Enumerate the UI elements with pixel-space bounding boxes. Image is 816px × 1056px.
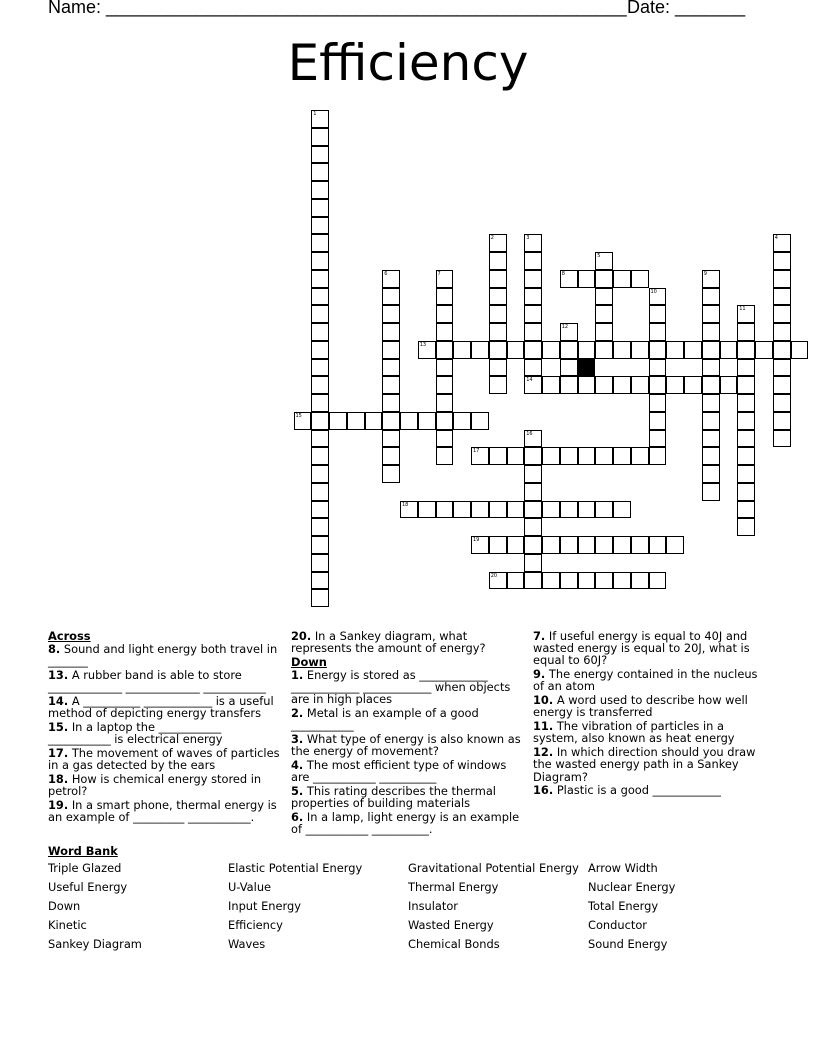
crossword-cell[interactable] — [666, 376, 684, 394]
crossword-cell[interactable] — [578, 341, 596, 359]
crossword-cell[interactable] — [436, 430, 454, 448]
crossword-cell[interactable] — [311, 465, 329, 483]
crossword-cell[interactable] — [613, 447, 631, 465]
crossword-cell[interactable] — [773, 252, 791, 270]
crossword-cell[interactable] — [418, 501, 436, 519]
clue-down-7: 7. If useful energy is equal to 40J and wasted energy is equal to 20J, what is equal to 60J? — [533, 629, 750, 668]
crossword-cell[interactable] — [436, 447, 454, 465]
black-cell — [578, 359, 596, 377]
crossword-cell[interactable] — [382, 465, 400, 483]
clue-down-11: 11. The vibration of particles in a system, also known as heat energy — [533, 719, 735, 746]
crossword-cell[interactable] — [489, 252, 507, 270]
crossword-cell[interactable] — [382, 359, 400, 377]
crossword-cell[interactable] — [702, 323, 720, 341]
crossword-cell[interactable] — [471, 536, 489, 554]
crossword-cell[interactable] — [489, 572, 507, 590]
crossword-cell[interactable] — [649, 376, 667, 394]
crossword-cell[interactable] — [595, 323, 613, 341]
crossword-cell[interactable] — [436, 394, 454, 412]
crossword-cell[interactable] — [524, 341, 542, 359]
crossword-cell[interactable] — [489, 501, 507, 519]
word-bank-item: U-Value — [228, 880, 272, 894]
crossword-cell[interactable] — [418, 412, 436, 430]
crossword-cell[interactable] — [666, 536, 684, 554]
crossword-cell[interactable] — [649, 288, 667, 306]
clue-down-1: 1. Energy is stored as ____________ ____________ ____________ when objects are in high places — [291, 667, 511, 706]
clue-number: 16 — [526, 430, 533, 437]
crossword-cell[interactable] — [489, 323, 507, 341]
crossword-cell[interactable] — [524, 234, 542, 252]
date-label: Date: _______ — [627, 0, 746, 17]
crossword-cell[interactable] — [595, 341, 613, 359]
crossword-cell[interactable] — [560, 359, 578, 377]
clue-down-10: 10. A word used to describe how well energy is transferred — [533, 693, 748, 720]
crossword-cell[interactable] — [311, 483, 329, 501]
crossword-cell[interactable] — [560, 501, 578, 519]
clue-down-6: 6. In a lamp, light energy is an example of ___________ __________. — [291, 809, 520, 836]
crossword-cell[interactable] — [489, 536, 507, 554]
crossword-cell[interactable] — [436, 501, 454, 519]
crossword-cell[interactable] — [542, 572, 560, 590]
crossword-cell[interactable] — [382, 341, 400, 359]
crossword-cell[interactable] — [773, 288, 791, 306]
clue-number: 13 — [419, 341, 427, 348]
clue-number: 3 — [526, 235, 530, 242]
crossword-cell[interactable] — [311, 217, 329, 235]
crossword-cell[interactable] — [436, 323, 454, 341]
crossword-cell[interactable] — [542, 501, 560, 519]
crossword-cell[interactable] — [524, 483, 542, 501]
crossword-cell[interactable] — [613, 341, 631, 359]
crossword-cell[interactable] — [453, 341, 471, 359]
clue-number: 5 — [597, 253, 601, 259]
clue-across-18: 18. How is chemical energy stored in petrol? — [48, 771, 262, 798]
crossword-cell[interactable] — [702, 270, 720, 288]
clue-across-20: 20. In a Sankey diagram, what represents the amount of energy? — [291, 629, 486, 656]
word-bank-item: Nuclear Energy — [588, 880, 676, 894]
crossword-cell[interactable] — [702, 394, 720, 412]
crossword-cell[interactable] — [311, 288, 329, 306]
clue-number: 20 — [490, 572, 498, 579]
crossword-cell[interactable] — [737, 501, 755, 519]
crossword-cell[interactable] — [560, 572, 578, 590]
crossword-cell[interactable] — [737, 394, 755, 412]
crossword-cell[interactable] — [311, 323, 329, 341]
crossword-cell[interactable] — [613, 572, 631, 590]
crossword-cell[interactable] — [524, 359, 542, 377]
crossword-cell[interactable] — [311, 394, 329, 412]
crossword-cell[interactable] — [560, 270, 578, 288]
crossword-cell[interactable] — [737, 412, 755, 430]
crossword-cell[interactable] — [382, 305, 400, 323]
crossword-cell[interactable] — [649, 341, 667, 359]
crossword-cell[interactable] — [329, 412, 347, 430]
crossword-cell[interactable] — [702, 483, 720, 501]
word-bank-item: Useful Energy — [48, 880, 128, 894]
crossword-cell[interactable] — [311, 234, 329, 252]
crossword-cell[interactable] — [471, 447, 489, 465]
word-bank-item: Conductor — [588, 918, 647, 932]
clue-number: 14 — [526, 377, 533, 384]
crossword-cell[interactable] — [311, 146, 329, 164]
crossword-cell[interactable] — [507, 572, 525, 590]
crossword-cell[interactable] — [595, 305, 613, 323]
crossword-cell[interactable] — [578, 270, 596, 288]
crossword-cell[interactable] — [311, 181, 329, 199]
clue-number: 19 — [473, 537, 480, 543]
crossword-cell[interactable] — [649, 572, 667, 590]
down-heading: Down — [291, 655, 327, 669]
crossword-cell[interactable] — [453, 412, 471, 430]
crossword-cell[interactable] — [595, 572, 613, 590]
clue-down-4: 4. The most efficient type of windows are ___________ __________ — [291, 757, 507, 784]
word-bank-item: Arrow Width — [588, 861, 658, 875]
crossword-cell[interactable] — [489, 288, 507, 306]
crossword-cell[interactable] — [311, 110, 329, 128]
crossword-cell[interactable] — [791, 341, 809, 359]
crossword-cell[interactable] — [507, 536, 525, 554]
crossword-cell[interactable] — [436, 270, 454, 288]
crossword-cell[interactable] — [560, 341, 578, 359]
crossword-cell[interactable] — [489, 447, 507, 465]
crossword-cell[interactable] — [311, 447, 329, 465]
clue-across-15: 15. In a laptop the ___________ ___________ is electrical energy — [48, 719, 223, 746]
crossword-cell[interactable] — [649, 394, 667, 412]
crossword-cell[interactable] — [578, 572, 596, 590]
clues-column-1 — [48, 630, 281, 825]
crossword-cell[interactable] — [471, 341, 489, 359]
crossword-cell[interactable] — [382, 270, 400, 288]
clue-down-9: 9. The energy contained in the nucleus of an atom — [533, 667, 758, 694]
clue-number: 1 — [313, 111, 317, 117]
crossword-cell[interactable] — [649, 447, 667, 465]
word-bank-item: Chemical Bonds — [408, 937, 500, 951]
crossword-cell[interactable] — [702, 447, 720, 465]
word-bank-item: Efficiency — [228, 918, 283, 932]
crossword-cell[interactable] — [737, 305, 755, 323]
crossword-cell[interactable] — [560, 447, 578, 465]
crossword-cell[interactable] — [311, 554, 329, 572]
crossword-cell[interactable] — [436, 288, 454, 306]
crossword-cell[interactable] — [382, 288, 400, 306]
crossword-cell[interactable] — [436, 305, 454, 323]
crossword-cell[interactable] — [631, 270, 649, 288]
crossword-cell[interactable] — [524, 518, 542, 536]
crossword-cell[interactable] — [684, 376, 702, 394]
crossword-cell[interactable] — [524, 376, 542, 394]
crossword-cell[interactable] — [489, 359, 507, 377]
crossword-cell[interactable] — [595, 376, 613, 394]
crossword-cell[interactable] — [311, 589, 329, 607]
crossword-cell[interactable] — [436, 376, 454, 394]
word-bank — [48, 862, 788, 951]
crossword-cell[interactable] — [436, 412, 454, 430]
crossword-cell[interactable] — [702, 288, 720, 306]
crossword-cell[interactable] — [773, 305, 791, 323]
crossword-cell[interactable] — [720, 341, 738, 359]
crossword-cell[interactable] — [542, 536, 560, 554]
crossword-cell[interactable] — [524, 270, 542, 288]
crossword-cell[interactable] — [666, 341, 684, 359]
crossword-cell[interactable] — [542, 447, 560, 465]
crossword-cell[interactable] — [311, 199, 329, 217]
crossword-cell[interactable] — [773, 323, 791, 341]
clue-down-3: 3. What type of energy is also known as the energy of movement? — [291, 731, 521, 758]
name-label: Name: ____________________________________________________ — [48, 0, 627, 17]
crossword-cell[interactable] — [631, 376, 649, 394]
crossword-cell[interactable] — [578, 447, 596, 465]
crossword-cell[interactable] — [684, 341, 702, 359]
clue-number: 18 — [402, 501, 409, 508]
crossword-cell[interactable] — [613, 536, 631, 554]
crossword-cell[interactable] — [702, 376, 720, 394]
crossword-cell[interactable] — [560, 536, 578, 554]
clue-number: 12 — [561, 324, 569, 330]
crossword-cell[interactable] — [595, 447, 613, 465]
crossword-cell[interactable] — [720, 376, 738, 394]
crossword-cell[interactable] — [631, 536, 649, 554]
crossword-cell[interactable] — [542, 341, 560, 359]
clue-down-2: 2. Metal is an example of a good ___________ — [291, 705, 479, 732]
crossword-cell[interactable] — [737, 323, 755, 341]
crossword-cell[interactable] — [524, 447, 542, 465]
crossword-cell[interactable] — [347, 412, 365, 430]
crossword-cell[interactable] — [311, 518, 329, 536]
word-bank-item: Elastic Potential Energy — [228, 861, 363, 875]
crossword-cell[interactable] — [595, 288, 613, 306]
word-bank-item: Waves — [228, 937, 266, 951]
word-bank-item: Thermal Energy — [408, 880, 499, 894]
crossword-cell[interactable] — [737, 341, 755, 359]
crossword-cell[interactable] — [382, 447, 400, 465]
crossword-cell[interactable] — [382, 376, 400, 394]
clue-across-17: 17. The movement of waves of particles in a gas detected by the ears — [48, 745, 280, 772]
crossword-cell[interactable] — [631, 572, 649, 590]
clues-column-3 — [533, 630, 763, 798]
crossword-cell[interactable] — [773, 376, 791, 394]
crossword-cell[interactable] — [311, 270, 329, 288]
crossword-cell[interactable] — [365, 412, 383, 430]
crossword-cell[interactable] — [702, 430, 720, 448]
crossword-cell[interactable] — [649, 430, 667, 448]
crossword-cell[interactable] — [294, 412, 312, 430]
crossword-cell[interactable] — [524, 305, 542, 323]
crossword-cell[interactable] — [578, 536, 596, 554]
clue-down-12: 12. In which direction should you draw the wasted energy path in a Sankey Diagram? — [533, 745, 756, 784]
crossword-cell[interactable] — [773, 234, 791, 252]
crossword-cell[interactable] — [613, 270, 631, 288]
crossword-cell[interactable] — [436, 359, 454, 377]
crossword-cell[interactable] — [311, 128, 329, 146]
crossword-cell[interactable] — [311, 430, 329, 448]
crossword-cell[interactable] — [613, 501, 631, 519]
word-bank-item: Sankey Diagram — [48, 937, 142, 951]
crossword-cell[interactable] — [595, 252, 613, 270]
crossword-cell[interactable] — [595, 501, 613, 519]
clue-number: 4 — [774, 235, 778, 242]
crossword-cell[interactable] — [453, 501, 471, 519]
crossword-cell[interactable] — [649, 359, 667, 377]
crossword-cell[interactable] — [471, 412, 489, 430]
crossword-cell[interactable] — [560, 376, 578, 394]
crossword-cell[interactable] — [649, 536, 667, 554]
crossword-cell[interactable] — [631, 341, 649, 359]
crossword-cell[interactable] — [613, 376, 631, 394]
crossword-cell[interactable] — [737, 359, 755, 377]
crossword-cell[interactable] — [311, 572, 329, 590]
crossword-cell[interactable] — [382, 430, 400, 448]
crossword-cell[interactable] — [773, 430, 791, 448]
crossword-cell[interactable] — [524, 288, 542, 306]
crossword-cell[interactable] — [755, 341, 773, 359]
crossword-cell[interactable] — [773, 341, 791, 359]
crossword-cell[interactable] — [524, 572, 542, 590]
crossword-cell[interactable] — [773, 394, 791, 412]
crossword-cell[interactable] — [507, 341, 525, 359]
crossword-cell[interactable] — [560, 323, 578, 341]
crossword-cell[interactable] — [524, 430, 542, 448]
crossword-cell[interactable] — [649, 305, 667, 323]
clue-number: 17 — [473, 448, 480, 455]
crossword-cell[interactable] — [542, 376, 560, 394]
crossword-cell[interactable] — [400, 412, 418, 430]
word-bank-item: Insulator — [408, 899, 458, 913]
crossword-cell[interactable] — [311, 501, 329, 519]
crossword-cell[interactable] — [702, 305, 720, 323]
crossword-cell[interactable] — [471, 501, 489, 519]
crossword-cell[interactable] — [524, 554, 542, 572]
crossword-cell[interactable] — [737, 465, 755, 483]
crossword-cell[interactable] — [311, 305, 329, 323]
crossword-cell[interactable] — [702, 465, 720, 483]
crossword-cell[interactable] — [311, 359, 329, 377]
crossword-cell[interactable] — [524, 323, 542, 341]
crossword-cell[interactable] — [649, 323, 667, 341]
word-bank-item: Sound Energy — [588, 937, 668, 951]
crossword-cell[interactable] — [524, 536, 542, 554]
crossword-cell[interactable] — [578, 376, 596, 394]
crossword-cell[interactable] — [507, 501, 525, 519]
crossword-cell[interactable] — [311, 536, 329, 554]
crossword-cell[interactable] — [436, 341, 454, 359]
crossword-cell[interactable] — [489, 376, 507, 394]
crossword-cell[interactable] — [524, 465, 542, 483]
crossword-cell[interactable] — [311, 412, 329, 430]
crossword-cell[interactable] — [489, 270, 507, 288]
crossword-cell[interactable] — [578, 501, 596, 519]
crossword-cell[interactable] — [382, 412, 400, 430]
clue-number: 7 — [437, 270, 441, 277]
crossword-cell[interactable] — [595, 270, 613, 288]
word-bank-item: Kinetic — [48, 918, 87, 932]
clue-number: 2 — [490, 235, 494, 242]
crossword-cell[interactable] — [311, 252, 329, 270]
crossword-cell[interactable] — [737, 483, 755, 501]
clue-across-8: 8. Sound and light energy both travel in _______ — [48, 641, 278, 668]
clues-column-2 — [291, 630, 524, 837]
crossword-cell[interactable] — [737, 447, 755, 465]
crossword-cell[interactable] — [773, 412, 791, 430]
crossword-cell[interactable] — [702, 412, 720, 430]
crossword-cell[interactable] — [382, 323, 400, 341]
word-bank-item: Triple Glazed — [48, 861, 122, 875]
crossword-cell[interactable] — [400, 501, 418, 519]
crossword-cell[interactable] — [489, 234, 507, 252]
clue-number: 8 — [561, 270, 565, 277]
crossword-cell[interactable] — [311, 376, 329, 394]
crossword-cell[interactable] — [524, 252, 542, 270]
crossword-cell[interactable] — [489, 305, 507, 323]
crossword-cell[interactable] — [773, 359, 791, 377]
crossword-cell[interactable] — [311, 163, 329, 181]
crossword-cell[interactable] — [737, 518, 755, 536]
word-bank-item: Input Energy — [228, 899, 301, 913]
word-bank-item: Total Energy — [588, 899, 659, 913]
crossword-cell[interactable] — [507, 447, 525, 465]
crossword-cell[interactable] — [649, 412, 667, 430]
clue-across-19: 19. In a smart phone, thermal energy is an example of _________ ___________. — [48, 797, 277, 824]
clue-number: 6 — [384, 270, 388, 277]
crossword-cell[interactable] — [702, 341, 720, 359]
crossword-cell[interactable] — [524, 501, 542, 519]
clue-down-5: 5. This rating describes the thermal properties of building materials — [291, 783, 496, 810]
clue-across-13: 13. A rubber band is able to store _____________ _____________ ___________ — [48, 667, 266, 694]
across-heading: Across — [48, 629, 91, 643]
clue-down-16: 16. Plastic is a good ____________ — [533, 783, 721, 798]
clue-number: 10 — [650, 288, 657, 295]
clue-number: 9 — [703, 270, 707, 277]
clue-number: 15 — [295, 412, 302, 419]
word-bank-item: Down — [48, 899, 81, 913]
word-bank-item: Gravitational Potential Energy — [408, 861, 579, 875]
crossword-cell[interactable] — [595, 536, 613, 554]
clue-number: 11 — [739, 306, 746, 313]
crossword-cell[interactable] — [737, 430, 755, 448]
page-title: Efficiency — [287, 34, 529, 92]
crossword-cell[interactable] — [631, 447, 649, 465]
crossword-cell[interactable] — [773, 270, 791, 288]
word-bank-item: Wasted Energy — [408, 918, 494, 932]
crossword-cell[interactable] — [702, 359, 720, 377]
crossword-cell[interactable] — [382, 394, 400, 412]
crossword-cell[interactable] — [489, 341, 507, 359]
clue-across-14: 14. A __________ ____________ is a useful method of depicting energy transfers — [48, 693, 274, 720]
crossword-cell[interactable] — [311, 341, 329, 359]
crossword-cell[interactable] — [737, 376, 755, 394]
word-bank-heading: Word Bank — [48, 844, 118, 858]
crossword-cell[interactable] — [418, 341, 436, 359]
